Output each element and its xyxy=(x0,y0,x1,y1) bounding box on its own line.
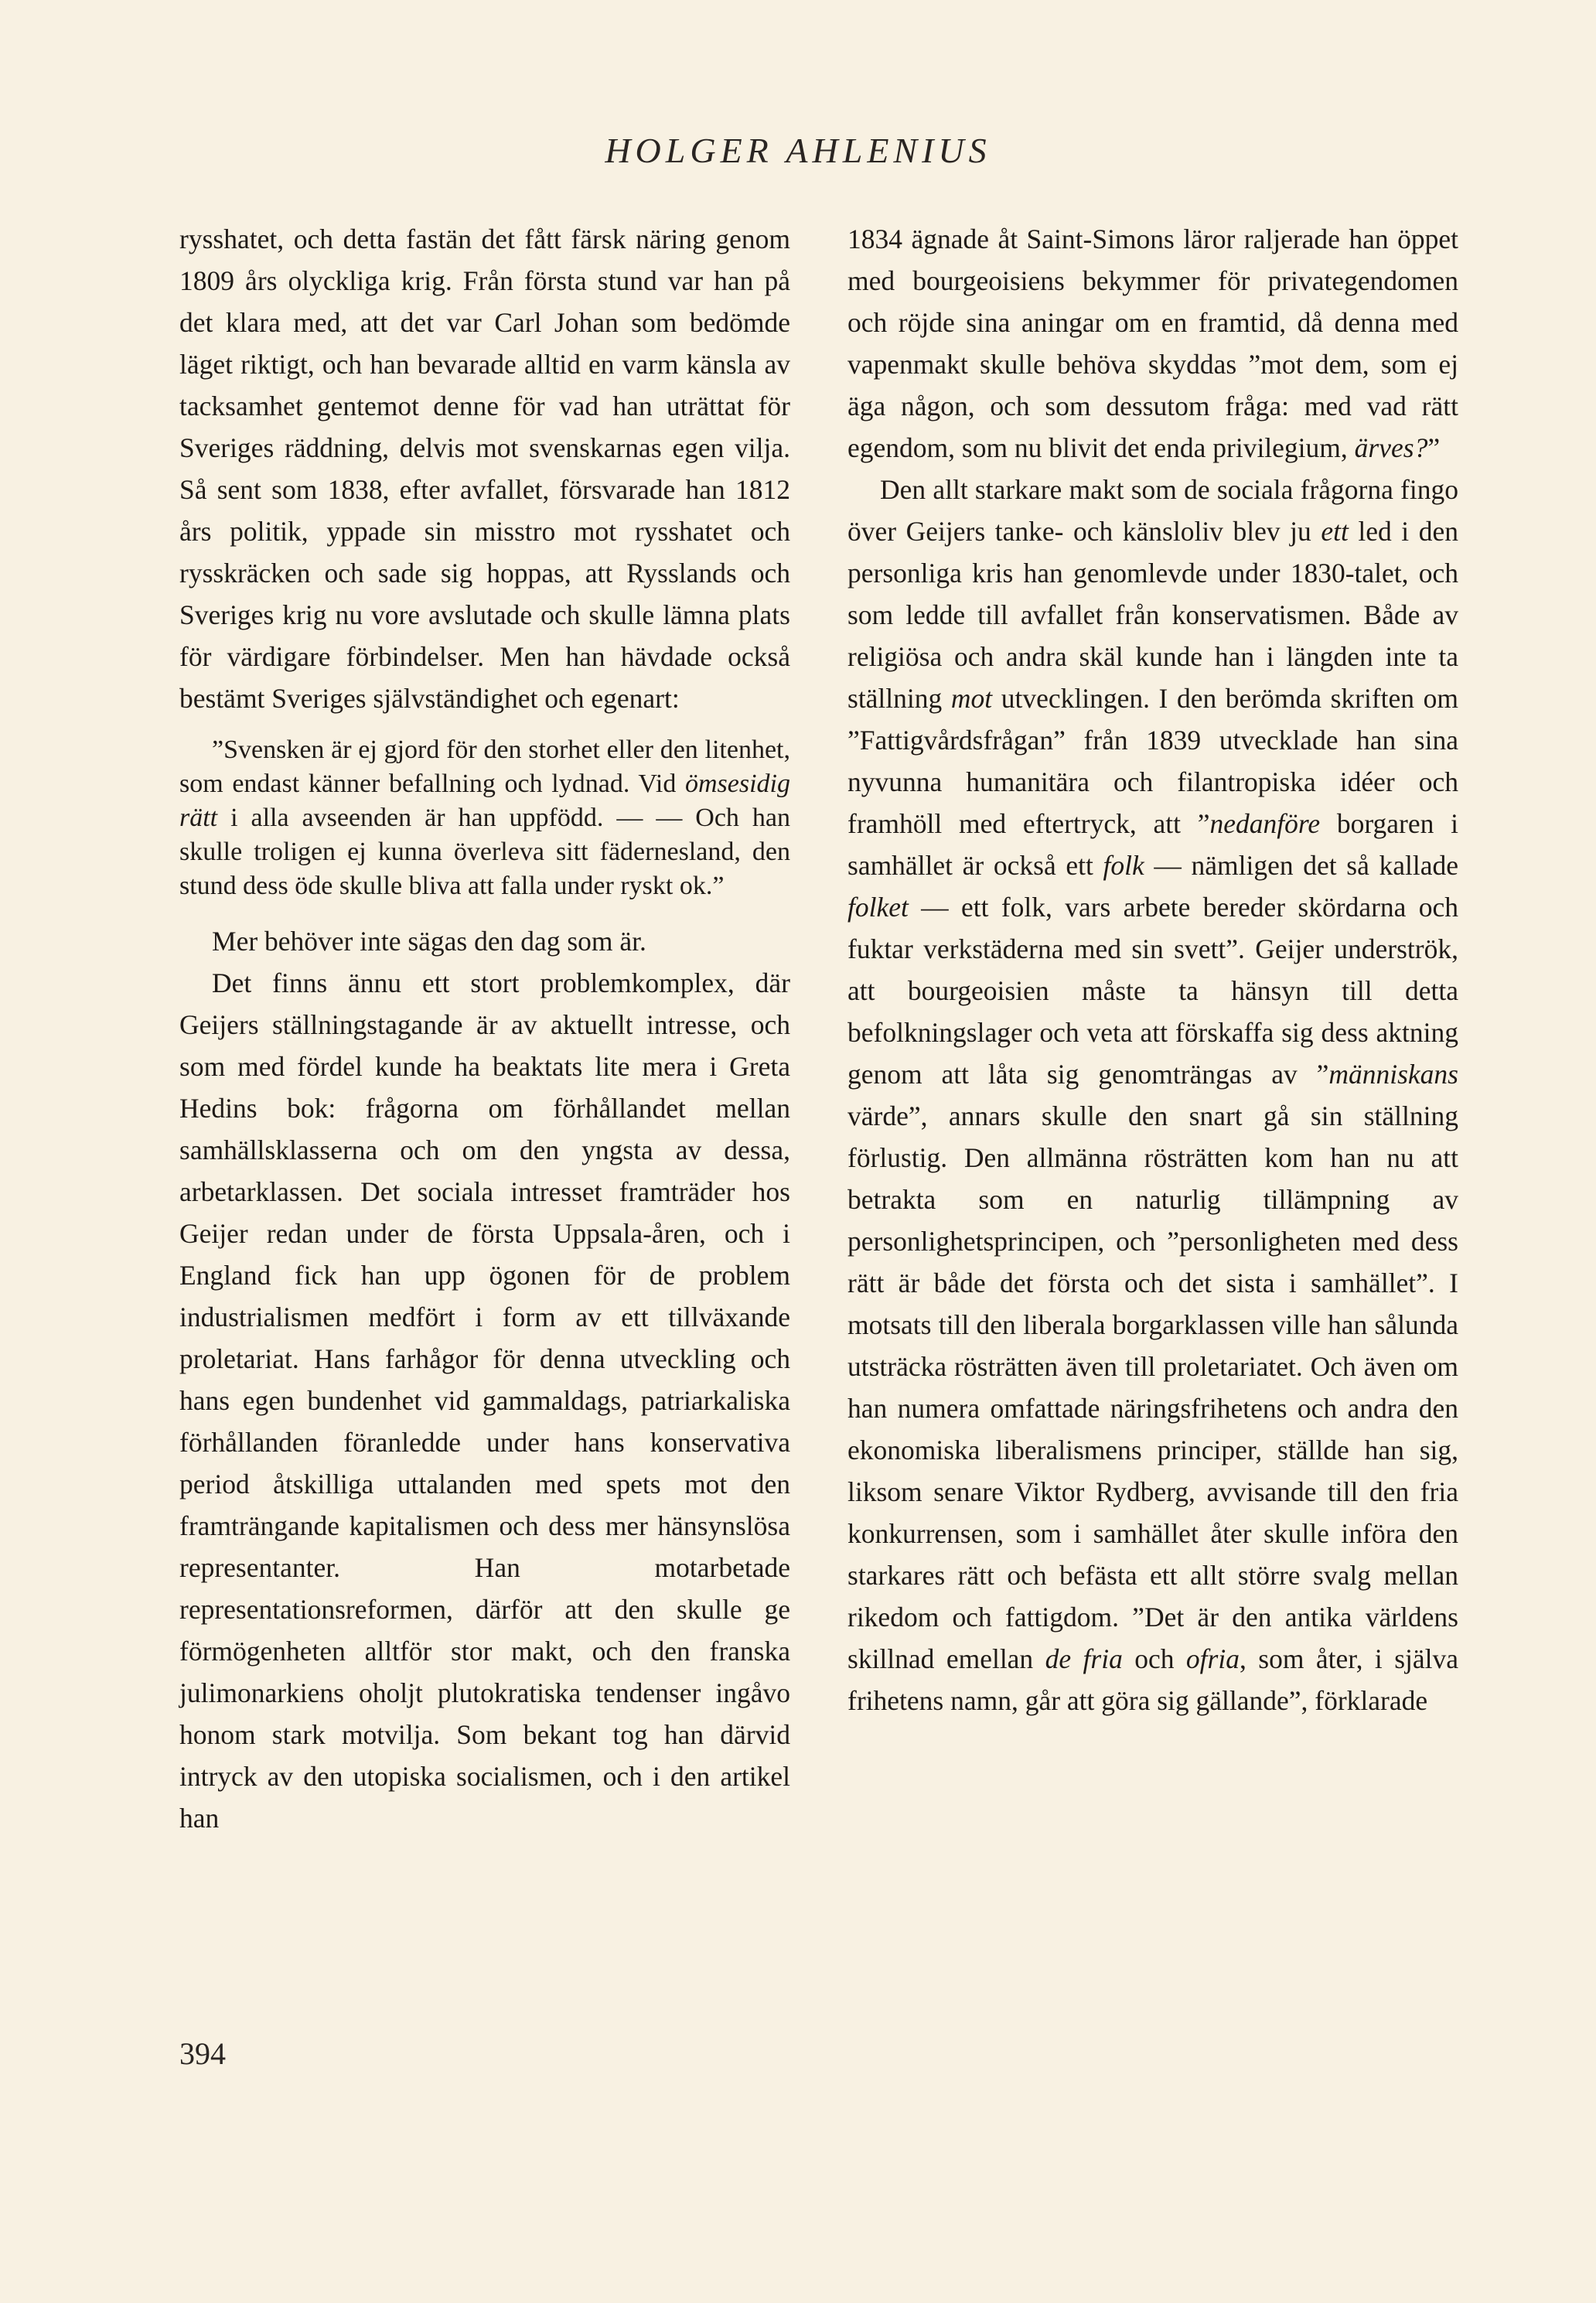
block-quote xyxy=(179,733,790,903)
text-run: — ett folk, vars arbete bereder skördarna och fuktar verkstäderna med sin svett”. Geijer underströk, att bourgeoisien måste ta hänsyn till detta befolkningslager och veta att förskaffa sig dess aktning genom att låta sig genomträngas av ” xyxy=(847,892,1458,1090)
italic-run: nedanföre xyxy=(1209,808,1321,839)
page-number: 394 xyxy=(179,2036,226,2071)
italic-run: ett xyxy=(1321,516,1349,547)
italic-run: ärves? xyxy=(1354,432,1428,463)
text-run: — nämligen det så kallade xyxy=(1144,850,1458,881)
paragraph: Det finns ännu ett stort problemkomplex, där Geijers ställningstagande är av aktuellt intresse, och som med fördel kunde ha beaktats lite mera i Greta Hedins bok: frågorna om förhållandet mellan samhällsklasserna och om den yngsta av dessa, arbetarklassen. Det sociala intresset framträder hos Geijer redan under de första Uppsala-åren, och i England fick han upp ögonen för de problem industrialismen medfört i form av ett tillväxande proletariat. Hans farhågor för denna utveckling och hans egen bundenhet vid gammaldags, patriarkaliska förhållanden föranledde under hans konservativa period åtskilliga uttalanden med spets mot den framträngande kapitalismen och dess mer hänsynslösa representanter. Han motarbetade representationsreformen, därför att den skulle ge förmögenheten alltför stor makt, och den franska julimonarkiens oholjt plutokratiska tendenser ingåvo honom stark motvilja. Som bekant tog han därvid intryck av den utopiska socialismen, och i den artikel han xyxy=(179,967,790,1834)
quote-emphasis: ömsesidig rätt xyxy=(179,769,790,832)
text-run: Den allt starkare makt som de sociala frågorna fingo över Geijers tanke- och känsloliv blev ju xyxy=(847,474,1458,547)
italic-run: folket xyxy=(847,892,909,923)
left-column xyxy=(179,218,790,1839)
italic-run: folk xyxy=(1103,850,1144,881)
italic-run: ofria xyxy=(1185,1643,1240,1674)
quote-text: i alla avseenden är han uppfödd. — — Och han skulle troligen ej kunna överleva sitt fädernesland, den stund dess öde skulle bliva att falla under ryskt ok.” xyxy=(179,803,790,900)
running-head: HOLGER AHLENIUS xyxy=(605,131,991,170)
italic-run: människans xyxy=(1328,1059,1458,1090)
right-column xyxy=(847,218,1458,1721)
text-run: 1834 ägnade åt Saint-Simons läror raljerade han öppet med bourgeoisiens bekymmer för privategendomen och röjde sina aningar om en framtid, då denna med vapenmakt skulle behöva skyddas ”mot dem, som ej äga någon, och som dessutom fråga: med vad rätt egendom, som nu blivit det enda privilegium, xyxy=(847,223,1458,463)
italic-run: mot xyxy=(950,683,993,714)
text-run: , som åter, i själva frihetens namn, går att göra sig gällande”, förklarade xyxy=(847,1643,1458,1716)
text-run: utvecklingen. I den berömda skriften om ”Fattigvårdsfrågan” från 1839 utvecklade han sina nyvunna humanitära och filantropiska idéer och framhöll med eftertryck, att ” xyxy=(847,683,1458,839)
text-run: ” xyxy=(1427,432,1441,463)
paragraph xyxy=(847,469,1458,1721)
text-run: borgaren i samhället är också ett xyxy=(847,808,1458,881)
text-run: led i den personliga kris han genomlevde under 1830-talet, och som ledde till avfallet från konservatismen. Både av religiösa och andra skäl kunde han i längden inte ta ställning xyxy=(847,516,1458,714)
paragraph xyxy=(847,218,1458,469)
paragraph: rysshatet, och detta fastän det fått färsk näring genom 1809 års olyckliga krig. Från första stund var han på det klara med, att det var Carl Johan som bedömde läget riktigt, och han bevarade alltid en varm känsla av tacksamhet gentemot denne för vad han uträttat för Sveriges räddning, delvis mot svenskarnas egen vilja. Så sent som 1838, efter avfallet, försvarade han 1812 års politik, yppade sin misstro mot rysshatet och rysskräcken och sade sig hoppas, att Rysslands och Sveriges krig nu vore avslutade och skulle lämna plats för värdigare förbindelser. Men han hävdade också bestämt Sveriges självständighet och egenart: xyxy=(179,223,790,714)
paragraph: Mer behöver inte sägas den dag som är. xyxy=(212,926,646,957)
italic-run: de fria xyxy=(1045,1643,1123,1674)
quote-text: ”Svensken är ej gjord för den storhet eller den litenhet, som endast känner befallning och lydnad. Vid xyxy=(179,735,790,798)
text-run: och xyxy=(1122,1643,1186,1674)
text-run: värde”, annars skulle den snart gå sin ställning förlustig. Den allmänna rösträtten kom han nu att betrakta som en naturlig tillämpning av personlighetsprincipen, och ”personligheten med dess rätt är både det första och det sista i samhället”. I motsats till den liberala borgarklassen ville han sålunda utsträcka rösträtten även till proletariatet. Och även om han numera omfattade näringsfrihetens och andra den ekonomiska liberalismens principer, ställde han sig, liksom senare Viktor Rydberg, avvisande till den fria konkurrensen, som i samhället åter skulle införa den starkares rätt och befästa ett allt större svalg mellan rikedom och fattigdom. ”Det är den antika världens skillnad emellan xyxy=(847,1100,1458,1674)
